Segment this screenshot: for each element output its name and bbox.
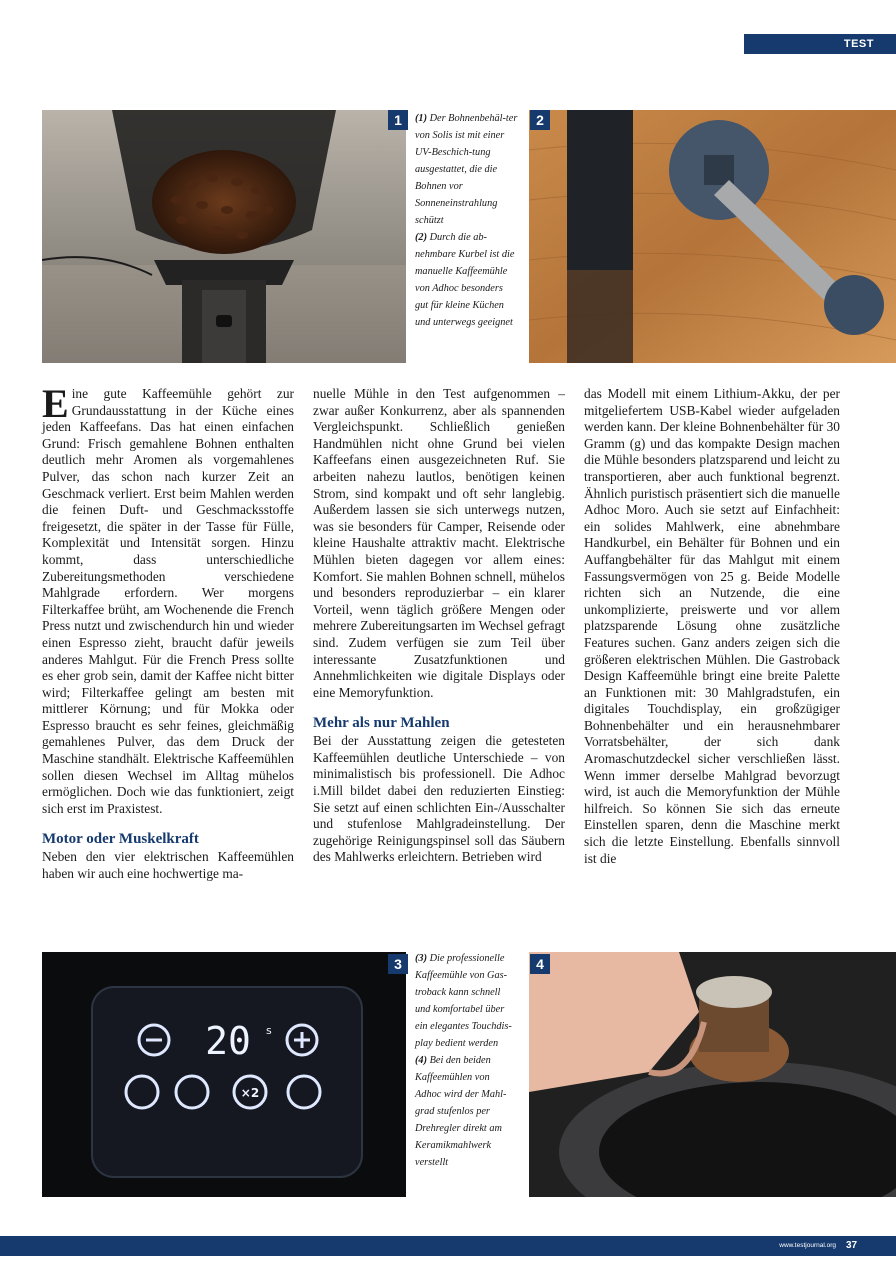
- photo-adhoc-knob: [529, 952, 896, 1197]
- caption-bottom: [415, 950, 518, 1171]
- photo-solis-grinder: [42, 110, 406, 363]
- solis-grinder-illustration: [42, 110, 406, 363]
- photo-number-2: 2: [530, 110, 550, 130]
- photo-gastroback-display: [42, 952, 406, 1197]
- article-column-3: [584, 386, 840, 867]
- article-column-2: [313, 386, 565, 866]
- col3-paragraph-1: das Modell mit einem Lithium-Akku, der per mitgeliefertem USB-Kabel wieder aufgeladen werden kann. Der kleine Bohnenbehälter für 30 Gramm (g) und das kompakte Design machen die Mühle besonders platzsparend und leicht zu transportieren, aber auch funktional begrenzt. Ähnlich puristisch präsentiert sich die manuelle Adhoc Moro. Auch sie setzt auf Einfachheit: ein solides Mahlwerk, eine abnehmbare Handkurbel, ein Behälter für Bohnen und ein Auffangbehälter für das Mahlgut mit einem Fassungsvermögen von 25 g. Beide Modelle richten sich an Nutzende, die eine unkomplizierte, preiswerte und vor allem platzsparende Lösung ohne zusätzliche Features suchen. Ganz anders zeigen sich die größeren elektrischen Mühlen. Die Gastroback Design Kaffeemühle bringt eine breite Palette an Funktionen mit: 30 Mahlgradstufen, ein digitales Touchdisplay, ein großzügiger Bohnenbehälter und ein herausnehmbarer Vorratsbehälter, der sich dank Aromaschutzdeckel sicher verschließen lässt. Wenn immer derselbe Mahlgrad bevorzugt wird, ist auch die Memoryfunktion der Mühle hilfreich. So können Sie sich das erneute Einstellen sparen, denn die Maschine merkt sich die letzte Einstellung. Ebenfalls sinnvoll ist die: [584, 386, 840, 866]
- caption-top: [415, 110, 518, 331]
- col2-paragraph-2: Bei der Ausstattung zeigen die getesteten Kaffeemühlen deutliche Unterschiede – von minimalistisch bis professionell. Die Adhoc i.Mill bildet dabei den reduzierten Einstieg: Sie setzt auf einen schlichten Ein-/Ausschalter und stufenlose Mahlgradeinstellung. Der zugehörige Reinigungspinsel soll das Säubern des Mahlwerks erleichtern. Betrieben wird: [313, 733, 565, 865]
- caption-3-text: Die professionelle Kaffeemühle von Gas-troback kann schnell und komfortabel über ein elegantes Touchdis-play bedient werden: [415, 953, 512, 1049]
- svg-text:×2: ×2: [240, 1086, 260, 1100]
- footer-url[interactable]: www.testjournal.org: [779, 1242, 836, 1249]
- photo-number-4: 4: [530, 954, 550, 974]
- adhoc-manual-illustration: [529, 110, 896, 363]
- display-unit: s: [266, 1024, 272, 1037]
- col1-paragraph-1: ine gute Kaffeemühle gehört zur Grundausstattung in der Küche eines jeden Kaffeefans. Das hat einen einfachen Grund: Frisch gemahlene Bohnen enthalten deutlich mehr Aromen als vorgemahlenes Pulver, das schon nach kurzer Zeit an Geschmack verliert. Erst beim Mahlen werden die feinen Duft- und Geschmacksstoffe freigesetzt, die später in der Tasse für Fülle, Komplexität und Intensität sorgen. Hinzu kommt, dass unterschiedliche Zubereitungsmethoden verschiedene Mahlgrade erfordern. Wer morgens Filterkaffee brüht, am Wochenende die French Press nutzt und zwischendurch hin und wieder einen Espresso zieht, braucht dafür jeweils anderes Mahlgut. Für die French Press sollte es eher grob sein, damit der Kaffee nicht bitter wird; Filterkaffee gelingt am besten mit mittlerer Körnung; und für Mokka oder Espresso braucht es sehr feines, gleichmäßig gemahlenes Pulver, das dem Druck der Maschine standhält. Elektrische Kaffeemühlen sollen diesen Wechsel im Alltag mühelos ermöglichen. Doch wie das funktioniert, zeigt sich erst im Praxistest.: [42, 386, 294, 816]
- photo-number-1: 1: [388, 110, 408, 130]
- dropcap: E: [42, 381, 69, 426]
- caption-1-num: (1): [415, 113, 428, 124]
- page-number: 37: [846, 1240, 858, 1251]
- caption-4-num: (4): [415, 1055, 428, 1066]
- photo-number-3: 3: [388, 954, 408, 974]
- heading-mehr-als-nur-mahlen: Mehr als nur Mahlen: [313, 715, 450, 732]
- adhoc-knob-illustration: [529, 952, 896, 1197]
- caption-2-num: (2): [415, 232, 428, 243]
- article-column-1: [42, 381, 294, 883]
- display-value: 20: [205, 1019, 251, 1063]
- caption-2-text: Durch die ab-nehmbare Kurbel ist die manuelle Kaffeemühle von Adhoc besonders gut für kleine Küchen und unterwegs geeignet: [415, 232, 515, 328]
- heading-motor-oder-muskelkraft: Motor oder Muskelkraft: [42, 831, 199, 848]
- caption-3-num: (3): [415, 953, 428, 964]
- col1-paragraph-2: Neben den vier elektrischen Kaffeemühlen haben wir auch eine hochwertige ma-: [42, 849, 294, 882]
- gastroback-display-illustration: [42, 952, 406, 1197]
- photo-adhoc-manual: [529, 110, 896, 363]
- col2-paragraph-1: nuelle Mühle in den Test aufgenommen – zwar außer Konkurrenz, aber als spannenden Vergleichspunkt. Schließlich genießen Handmühlen nicht ohne Grund bei vielen Kaffeefans einen ausgezeichneten Ruf. Sie arbeiten nahezu lautlos, benötigen keinen Strom, sind kompakt und oft sehr langlebig. Außerdem lassen sie sich unterwegs nutzen, was sie besonders für Camper, Reisende oder kleine Haushalte attraktiv macht. Elektrische Mühlen bieten dagegen vor allem eines: Komfort. Sie mahlen Bohnen schnell, mühelos und besonders reproduzierbar – ein klarer Vorteil, wenn täglich größere Mengen oder mehrere Zubereitungsarten im Wechsel gefragt sind. Zudem verfügen sie zum Teil über interessante Zusatzfunktionen und Annehmlichkeiten wie digitale Displays oder eine Memoryfunktion.: [313, 386, 565, 700]
- section-label: TEST: [744, 34, 896, 54]
- caption-1-text: Der Bohnenbehäl-ter von Solis ist mit einer UV-Beschich-tung ausgestattet, die die Bohnen vor Sonneneinstrahlung schützt: [415, 113, 518, 226]
- caption-4-text: Bei den beiden Kaffeemühlen von Adhoc wird der Mahl-grad stufenlos per Drehregler direkt am Keramikmahlwerk verstellt: [415, 1055, 507, 1168]
